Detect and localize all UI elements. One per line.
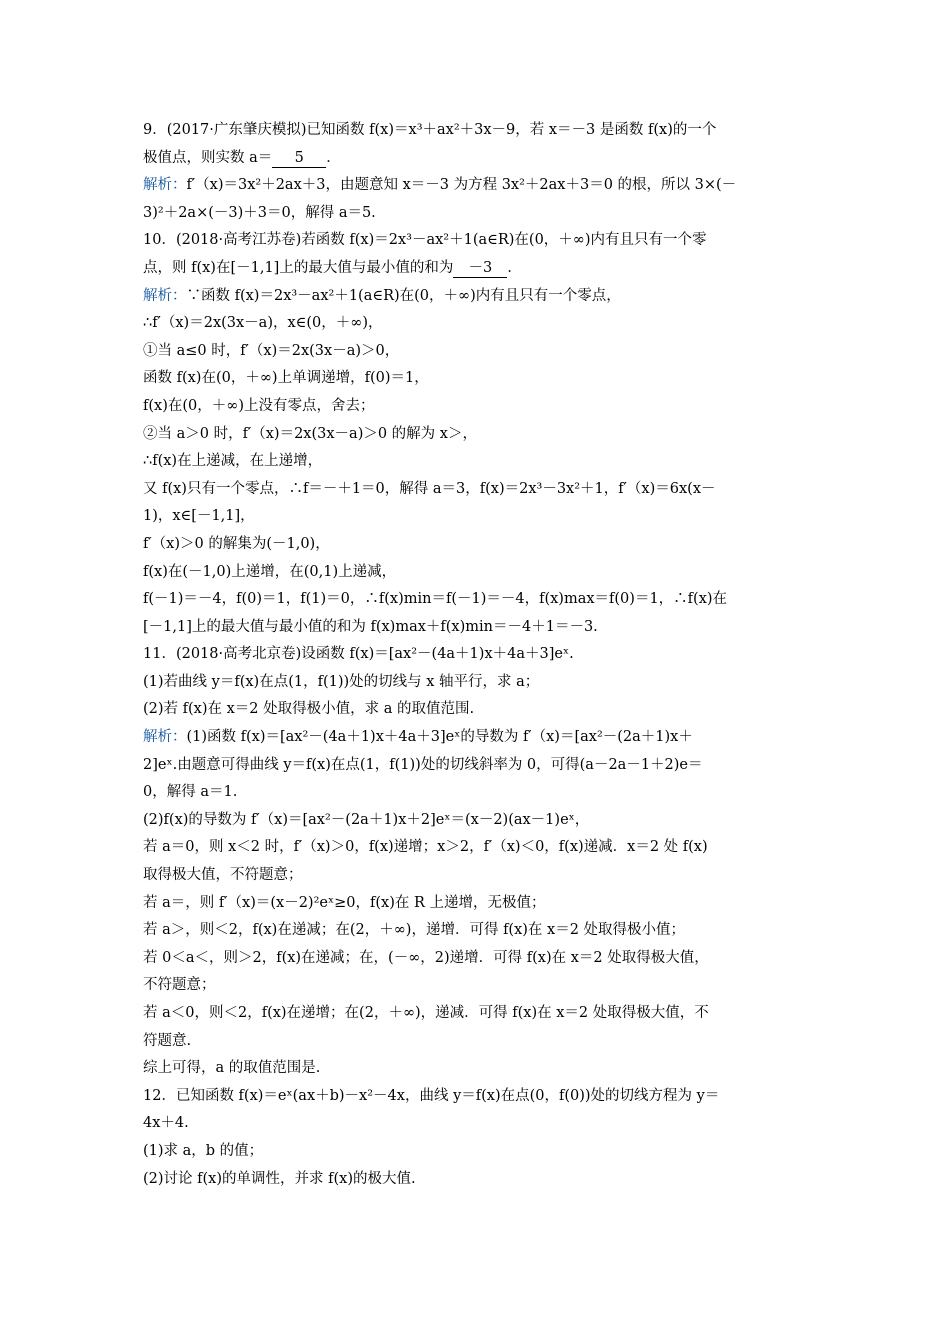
- text-line: [143, 448, 813, 476]
- line-text: 2]eˣ.由题意可得曲线 y＝f(x)在点(1，f(1))处的切线斜率为 0，可得(a－2a－1＋2)e＝: [143, 756, 703, 773]
- line-text-after: ．: [326, 149, 341, 166]
- text-line: [143, 145, 813, 173]
- answer-blank: 5: [272, 150, 326, 168]
- text-line: [143, 503, 813, 531]
- text-line: [143, 531, 813, 559]
- line-text-after: ．: [507, 259, 522, 276]
- text-line: [143, 172, 813, 200]
- line-text: [－1,1]上的最大值与最小值的和为 f(x)max＋f(x)min＝－4＋1＝－3.: [143, 618, 598, 635]
- text-line: [143, 421, 813, 449]
- line-text: 若 a＞，则＜2，f(x)在递减；在(2，＋∞)，递增．可得 f(x)在 x＝2 处取得极小值；: [143, 922, 686, 939]
- line-text: 取得极大值，不符题意；: [143, 867, 303, 884]
- text-line: [143, 117, 813, 145]
- line-text: 符题意.: [143, 1032, 192, 1049]
- line-text: ∵函数 f(x)＝2x³－ax²＋1(a∈R)在(0，＋∞)内有且只有一个零点，: [186, 287, 621, 304]
- text-line: [143, 724, 813, 752]
- line-text: 1)，x∈[－1,1]，: [143, 508, 255, 525]
- text-line: [143, 559, 813, 587]
- analysis-label: 解析：: [143, 729, 187, 746]
- line-text: ∴f(x)在上递减，在上递增，: [143, 453, 323, 470]
- text-line: [143, 1028, 813, 1056]
- line-text: 12．已知函数 f(x)＝eˣ(ax＋b)－x²－4x，曲线 y＝f(x)在点(0，f(0))处的切线方程为 y＝: [143, 1087, 720, 1104]
- line-text: 10．(2018·高考江苏卷)若函数 f(x)＝2x³－ax²＋1(a∈R)在(0，＋∞)内有且只有一个零: [143, 232, 707, 249]
- line-text: f(x)在(－1,0)上递增，在(0,1)上递减，: [143, 563, 397, 580]
- line-text: 若 0＜a＜，则＞2，f(x)在递减；在，(－∞，2)递增．可得 f(x)在 x＝2 处取得极大值，: [143, 949, 709, 966]
- line-text: (1)若曲线 y＝f(x)在点(1，f(1))处的切线与 x 轴平行，求 a；: [143, 673, 540, 690]
- line-text: 极值点，则实数 a＝: [143, 149, 273, 166]
- line-text: 若 a＝0，则 x＜2 时，f′（x)＞0，f(x)递增；x＞2，f′（x)＜0，f(x)递减．x＝2 处 f(x): [143, 839, 708, 856]
- text-line: [143, 945, 813, 973]
- line-text: 函数 f(x)在(0，＋∞)上单调递增，f(0)＝1，: [143, 370, 429, 387]
- line-text: 点，则 f(x)在[－1,1]上的最大值与最小值的和为: [143, 259, 454, 276]
- text-line: [143, 200, 813, 228]
- line-text: 又 f(x)只有一个零点，∴f＝－＋1＝0，解得 a＝3，f(x)＝2x³－3x²＋1，f′（x)＝6x(x－: [143, 480, 716, 497]
- line-text: 9．(2017·广东肇庆模拟)已知函数 f(x)＝x³＋ax²＋3x－9，若 x＝－3 是函数 f(x)的一个: [143, 122, 717, 138]
- document-content: [143, 117, 813, 1193]
- line-text: 3)²＋2a×(－3)＋3＝0，解得 a＝5.: [143, 204, 376, 221]
- text-line: [143, 393, 813, 421]
- text-line: [143, 807, 813, 835]
- text-line: [143, 338, 813, 366]
- text-line: [143, 310, 813, 338]
- text-line: [143, 476, 813, 504]
- text-line: [143, 752, 813, 780]
- line-text: 11．(2018·高考北京卷)设函数 f(x)＝[ax²－(4a＋1)x＋4a＋3]eˣ.: [143, 646, 574, 663]
- analysis-label: 解析：: [143, 287, 187, 304]
- text-line: [143, 696, 813, 724]
- text-line: [143, 227, 813, 255]
- line-text: f(x)在(0，＋∞)上没有零点，舍去；: [143, 397, 375, 414]
- line-text: ∴f′（x)＝2x(3x－a)，x∈(0，＋∞)，: [143, 315, 383, 332]
- text-line: [143, 1083, 813, 1111]
- line-text: ②当 a＞0 时，f′（x)＝2x(3x－a)＞0 的解为 x＞，: [143, 425, 477, 442]
- text-line: [143, 365, 813, 393]
- line-text: 0，解得 a＝1.: [143, 784, 238, 801]
- answer-blank: －3: [453, 260, 507, 278]
- text-line: [143, 862, 813, 890]
- analysis-label: 解析：: [143, 177, 187, 194]
- text-line: [143, 834, 813, 862]
- line-text: 综上可得，a 的取值范围是.: [143, 1060, 321, 1077]
- line-text: 若 a＝，则 f′（x)＝(x－2)²eˣ≥0，f(x)在 R 上递增，无极值；: [143, 894, 546, 911]
- line-text: 4x＋4.: [143, 1115, 189, 1132]
- line-text: 不符题意；: [143, 977, 216, 994]
- text-line: [143, 779, 813, 807]
- text-line: [143, 1138, 813, 1166]
- line-text: (1)函数 f(x)＝[ax²－(4a＋1)x＋4a＋3]eˣ的导数为 f′（x)＝[ax²－(2a＋1)x＋: [186, 729, 693, 746]
- text-line: [143, 917, 813, 945]
- text-line: [143, 890, 813, 918]
- text-line: [143, 283, 813, 311]
- text-line: [143, 972, 813, 1000]
- text-line: [143, 1055, 813, 1083]
- text-line: [143, 1110, 813, 1138]
- line-text: (1)求 a，b 的值；: [143, 1142, 264, 1159]
- text-line: [143, 1166, 813, 1194]
- line-text: f(－1)＝－4，f(0)＝1，f(1)＝0，∴f(x)min＝f(－1)＝－4，f(x)max＝f(0)＝1，∴f(x)在: [143, 591, 728, 608]
- text-line: [143, 669, 813, 697]
- line-text: (2)讨论 f(x)的单调性，并求 f(x)的极大值.: [143, 1170, 416, 1187]
- text-line: [143, 586, 813, 614]
- text-line: [143, 641, 813, 669]
- text-line: [143, 255, 813, 283]
- text-line: [143, 1000, 813, 1028]
- text-line: [143, 614, 813, 642]
- line-text: f′（x)＞0 的解集为(－1,0)，: [143, 535, 330, 552]
- line-text: ①当 a≤0 时，f′（x)＝2x(3x－a)＞0，: [143, 342, 400, 359]
- line-text: 若 a＜0，则＜2，f(x)在递增；在(2，＋∞)，递减．可得 f(x)在 x＝2 处取得极大值，不: [143, 1005, 709, 1021]
- line-text: (2)若 f(x)在 x＝2 处取得极小值，求 a 的取值范围.: [143, 701, 475, 718]
- line-text: (2)f(x)的导数为 f′（x)＝[ax²－(2a＋1)x＋2]eˣ＝(x－2)(ax－1)eˣ，: [143, 811, 590, 828]
- line-text: f′（x)＝3x²＋2ax＋3，由题意知 x＝－3 为方程 3x²＋2ax＋3＝0 的根，所以 3×(－: [186, 177, 737, 194]
